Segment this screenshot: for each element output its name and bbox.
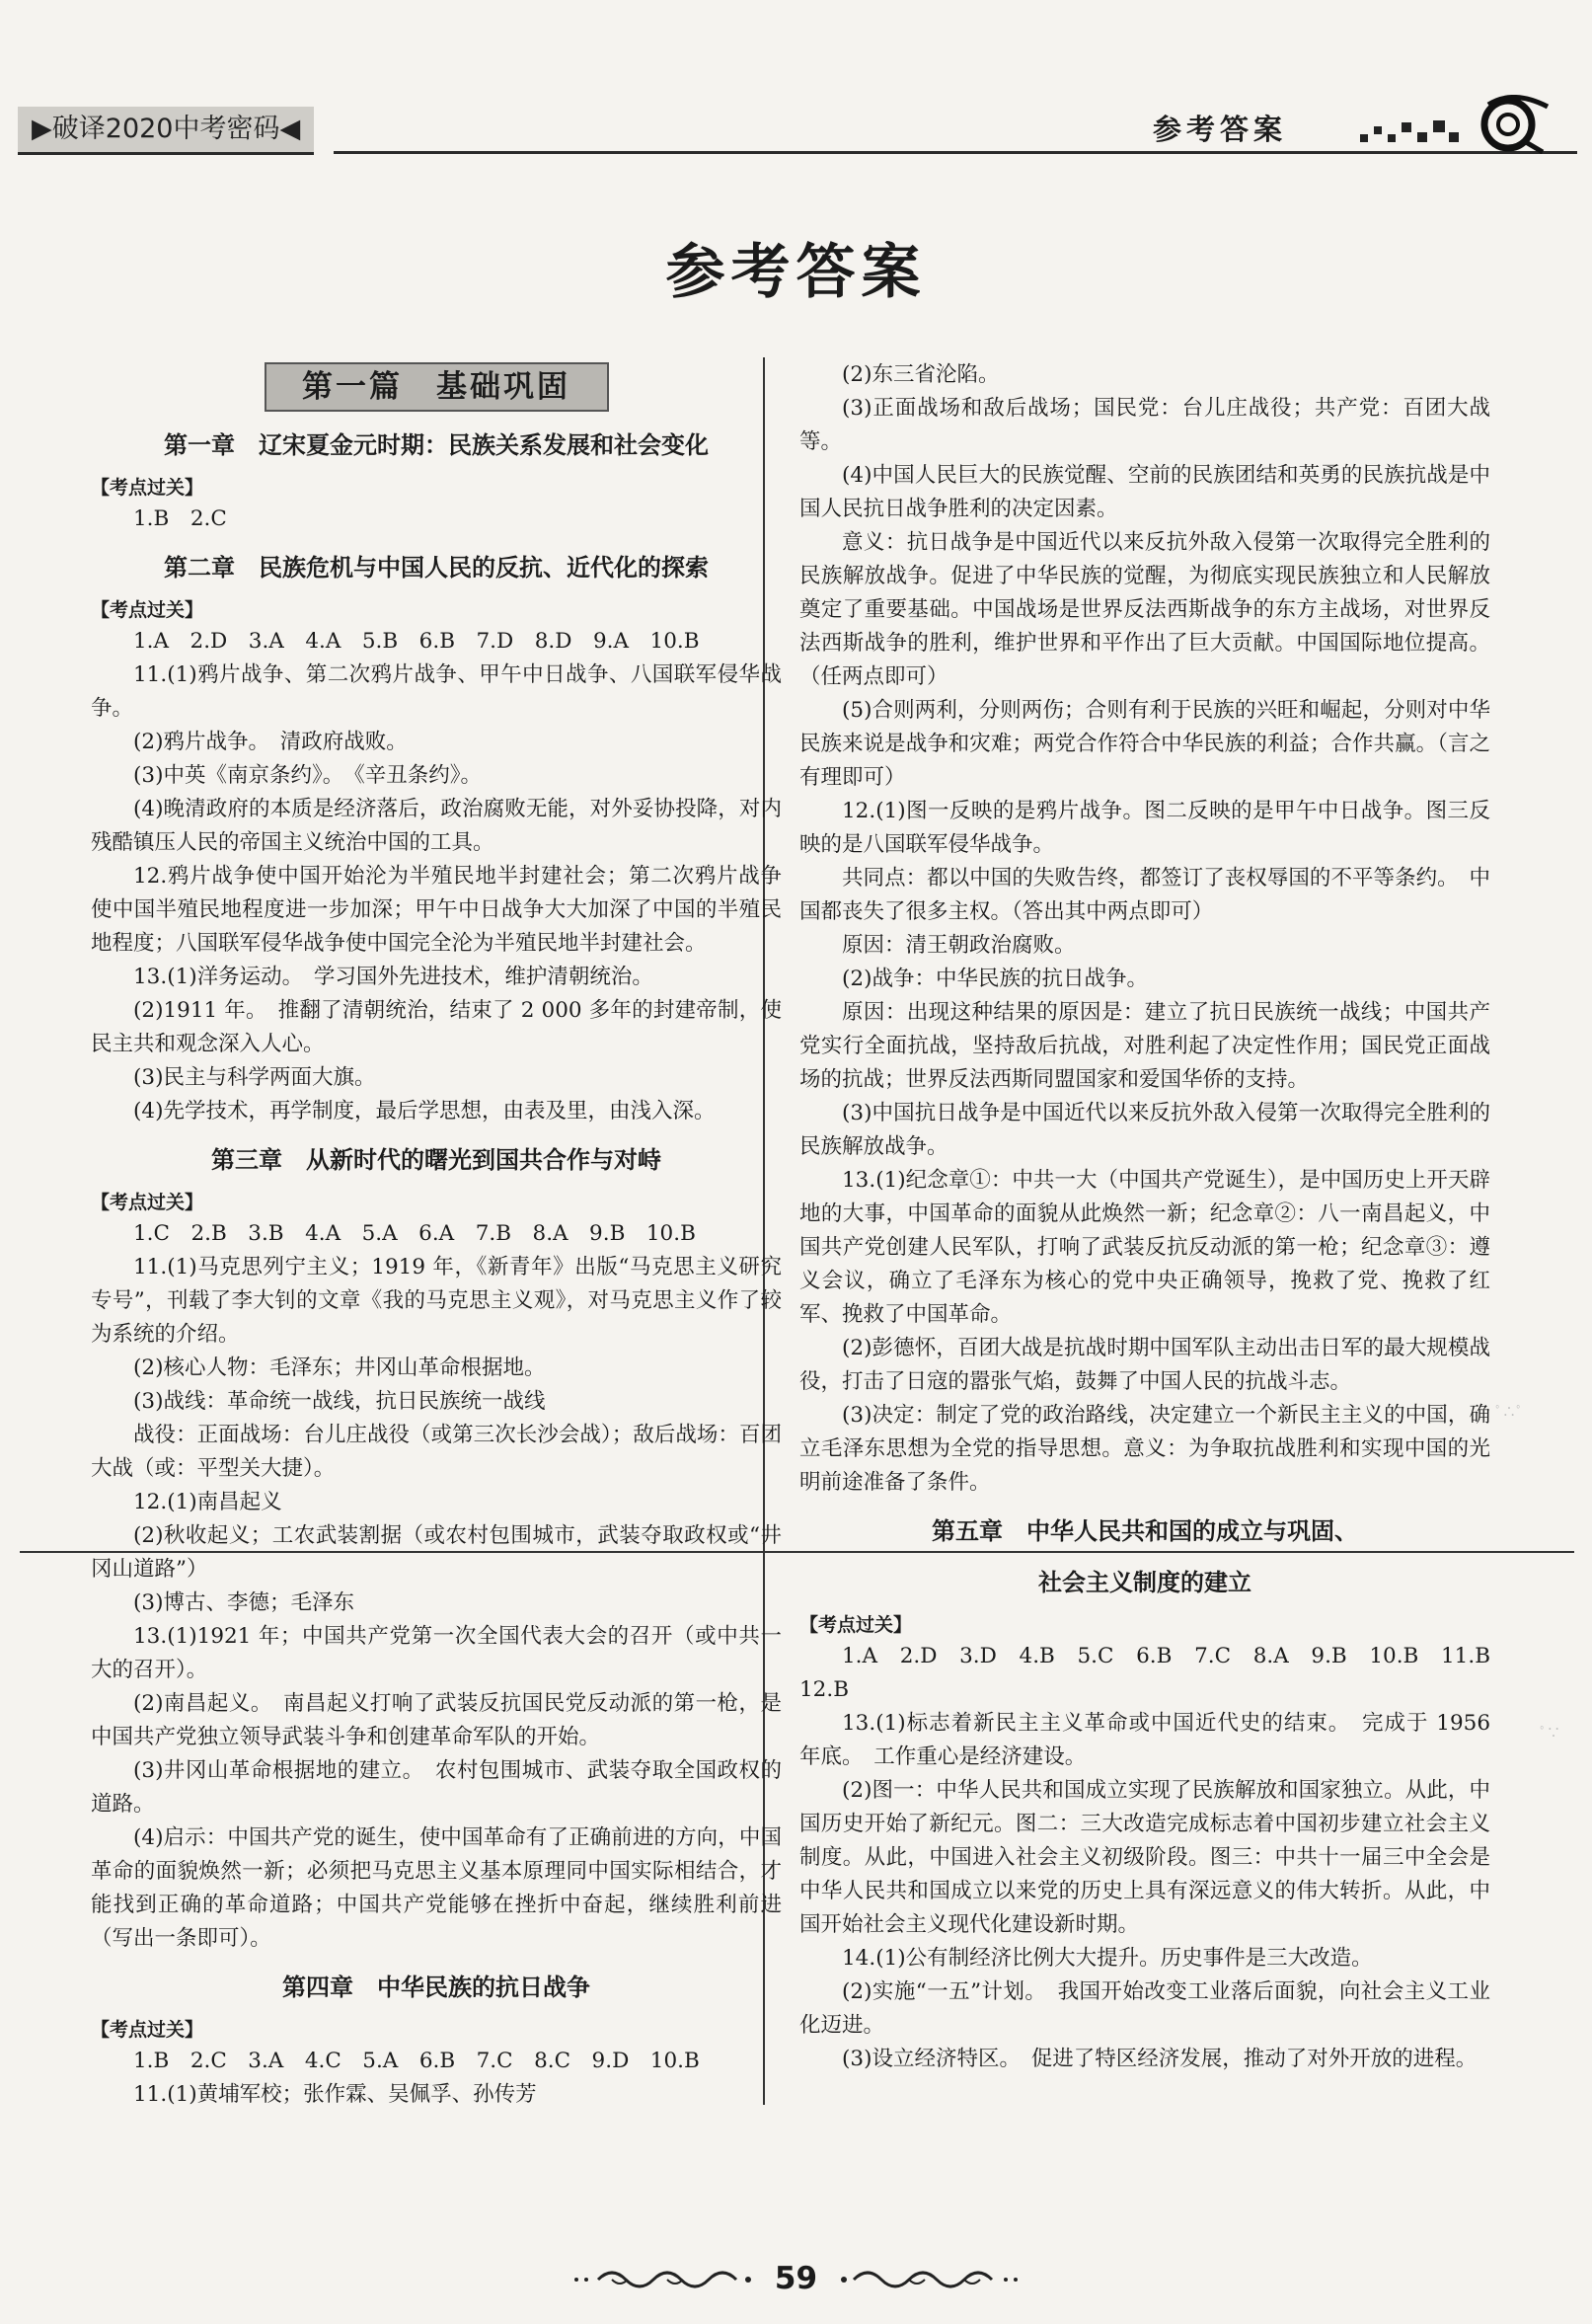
page-header — [18, 107, 1577, 156]
answer-paragraph: (4)晚清政府的本质是经济落后，政治腐败无能，对外妥协投降，对内残酷镇压人民的帝国主义统治中国的工具。 — [91, 797, 782, 855]
answer-paragraph: (2)战争：中华民族的抗日战争。 — [842, 967, 1148, 991]
part-heading: 第一篇 基础巩固 — [265, 362, 609, 412]
scroll-ornament-left-icon — [569, 2264, 756, 2293]
chapter-heading: 社会主义制度的建立 — [1038, 1568, 1251, 1596]
left-column — [91, 358, 782, 2112]
page-footer — [0, 2261, 1592, 2296]
section-tag: 【考点过关】 — [91, 1192, 204, 1213]
section-tag: 【考点过关】 — [799, 1614, 913, 1636]
answer-paragraph: 12.(1)图一反映的是鸦片战争。图二反映的是甲午中日战争。图三反映的是八国联军侵华战争。 — [799, 799, 1490, 857]
answer-paragraph: (2)实施“一五”计划。 我国开始改变工业落后面貌，向社会主义工业化迈进。 — [799, 1979, 1490, 2038]
answer-paragraph: 意义：抗日战争是中国近代以来反抗外敌入侵第一次取得完全胜利的民族解放战争。促进了中华民族的觉醒，为彻底实现民族独立和人民解放奠定了重要基础。中国战场是世界反法西斯战争的东方主战场，对世界反法西斯战争的胜利，维护世界和平作出了巨大贡献。中国国际地位提高。（任两点即可） — [799, 530, 1490, 689]
chapter-heading: 第四章 中华民族的抗日战争 — [282, 1973, 590, 2001]
answer-paragraph: 1.A 2.D 3.D 4.B 5.C 6.B 7.C 8.A 9.B 10.B 11.B 12.B — [799, 1644, 1512, 1702]
section-tag: 【考点过关】 — [91, 477, 204, 499]
answer-paragraph: (3)民主与科学两面大旗。 — [133, 1065, 376, 1090]
section-tag: 【考点过关】 — [91, 599, 204, 621]
main-title: 参考答案 — [665, 238, 927, 307]
answer-paragraph: (3)决定：制定了党的政治路线，决定建立一个新民主主义的中国，确立毛泽东思想为全党的指导思想。意义：为争取抗战胜利和实现中国的光明前途准备了条件。 — [799, 1403, 1490, 1495]
section-label: 参考答案 — [1153, 113, 1288, 146]
answer-paragraph: (2)东三省沦陷。 — [842, 362, 1000, 387]
answer-paragraph: (3)正面战场和敌后战场；国民党：台儿庄战役；共产党：百团大战等。 — [799, 396, 1490, 454]
answer-paragraph: (4)中国人民巨大的民族觉醒、空前的民族团结和英勇的民族抗战是中国人民抗日战争胜利的决定因素。 — [799, 463, 1490, 521]
section-tag: 【考点过关】 — [91, 2019, 204, 2041]
answer-paragraph: (2)核心人物：毛泽东；井冈山革命根据地。 — [133, 1356, 546, 1380]
right-column — [799, 358, 1512, 2076]
chapter-heading: 第五章 中华人民共和国的成立与巩固、 — [932, 1516, 1358, 1545]
scroll-ornament-right-icon — [836, 2264, 1023, 2293]
answer-paragraph: (5)合则两利，分则两伤；合则有利于民族的兴旺和崛起，分则对中华民族来说是战争和灾难；两党合作符合中华民族的利益；合作共赢。（言之有理即可） — [799, 698, 1490, 790]
answer-paragraph: (2)图一：中华人民共和国成立实现了民族解放和国家独立。从此，中国历史开始了新纪元。图二：三大改造完成标志着中国初步建立社会主义制度。从此，中国进入社会主义初级阶段。图三：中共十一届三中全会是中华人民共和国成立以来党的历史上具有深远意义的伟大转折。从此，中国开始社会主义现代化建设新时期。 — [799, 1778, 1490, 1937]
answer-paragraph: (2)秋收起义；工农武装割据（或农村包围城市，武装夺取政权或“井冈山道路”） — [91, 1523, 782, 1582]
answer-paragraph: (3)中英《南京条约》。 《辛丑条约》。 — [133, 763, 482, 788]
answer-paragraph: (3)博古、李德；毛泽东 — [133, 1590, 354, 1615]
answer-paragraph: (4)启示：中国共产党的诞生，使中国革命有了正确前进的方向，中国革命的面貌焕然一新；必须把马克思主义基本原理同中国实际相结合，才能找到正确的革命道路；中国共产党能够在挫折中奋起，继续胜利前进（写出一条即可）。 — [91, 1825, 782, 1951]
answer-paragraph: 1.B 2.C 3.A 4.C 5.A 6.B 7.C 8.C 9.D 10.B — [133, 2049, 700, 2073]
answer-paragraph: 原因：清王朝政治腐败。 — [842, 933, 1076, 958]
answer-paragraph: (4)先学技术，再学制度，最后学思想，由表及里，由浅入深。 — [133, 1099, 716, 1123]
answer-paragraph: 11.(1)鸦片战争、第二次鸦片战争、甲午中日战争、八国联军侵华战争。 — [91, 662, 782, 721]
ornament-icon — [1340, 95, 1577, 154]
answer-paragraph: 13.(1)1921 年；中国共产党第一次全国代表大会的召开（或中共一大的召开）。 — [91, 1624, 782, 1682]
answer-paragraph: (2)鸦片战争。 清政府战败。 — [133, 730, 408, 754]
answer-paragraph: (2)彭德怀，百团大战是抗战时期中国军队主动出击日军的最大规模战役，打击了日寇的嚣张气焰，鼓舞了中国人民的抗战斗志。 — [799, 1336, 1490, 1394]
answer-paragraph: 13.(1)纪念章①：中共一大（中国共产党诞生），是中国历史上开天辟地的大事，中国革命的面貌从此焕然一新；纪念章②：八一南昌起义，中国共产党创建人民军队，打响了武装反抗反动派的第一枪；纪念章③：遵义会议，确立了毛泽东为核心的党中央正确领导，挽救了党、挽救了红军、挽救了中国革命。 — [799, 1168, 1490, 1327]
answer-paragraph: 11.(1)马克思列宁主义；1919 年，《新青年》出版“马克思主义研究专号”，刊载了李大钊的文章《我的马克思主义观》，对马克思主义作了较为系统的介绍。 — [91, 1255, 782, 1347]
page-number: 59 — [774, 2261, 818, 2296]
chapter-heading: 第三章 从新时代的曙光到国共合作与对峙 — [211, 1145, 661, 1174]
answer-paragraph: 14.(1)公有制经济比例大大提升。历史事件是三大改造。 — [842, 1946, 1373, 1971]
answer-paragraph: 共同点：都以中国的失败告终，都签订了丧权辱国的不平等条约。 中国都丧失了很多主权。（答出其中两点即可） — [799, 866, 1490, 924]
answer-paragraph: (2)南昌起义。 南昌起义打响了武装反抗国民党反动派的第一枪，是中国共产党独立领导武装斗争和创建革命军队的开始。 — [91, 1691, 782, 1749]
answer-paragraph: (3)中国抗日战争是中国近代以来反抗外敌入侵第一次取得完全胜利的民族解放战争。 — [799, 1101, 1490, 1159]
answer-paragraph: 13.(1)洋务运动。 学习国外先进技术，维护清朝统治。 — [133, 965, 653, 989]
answer-paragraph: 1.A 2.D 3.A 4.A 5.B 6.B 7.D 8.D 9.A 10.B — [133, 629, 700, 654]
answer-paragraph: 战役：正面战场：台儿庄战役（或第三次长沙会战）；敌后战场：百团大战（或：平型关大捷）。 — [91, 1423, 782, 1481]
answer-paragraph: 12.鸦片战争使中国开始沦为半殖民地半封建社会；第二次鸦片战争使中国半殖民地程度进一步加深；甲午中日战争大大加深了中国的半殖民地程度；八国联军侵华战争使中国完全沦为半殖民地半封建社会。 — [91, 864, 782, 956]
answer-paragraph: 原因：出现这种结果的原因是：建立了抗日民族统一战线；中国共产党实行全面抗战，坚持敌后抗战，对胜利起了决定性作用；国民党正面战场的抗战；世界反法西斯同盟国家和爱国华侨的支持。 — [799, 1000, 1490, 1092]
chapter-heading: 第二章 民族危机与中国人民的反抗、近代化的探索 — [164, 553, 709, 581]
answer-paragraph: 12.(1)南昌起义 — [133, 1490, 282, 1514]
answer-paragraph: (3)战线：革命统一战线，抗日民族统一战线 — [133, 1389, 546, 1414]
answer-paragraph: 1.C 2.B 3.B 4.A 5.A 6.A 7.B 8.A 9.B 10.B — [133, 1221, 696, 1246]
answer-paragraph: 11.(1)黄埔军校；张作霖、吴佩孚、孙传芳 — [133, 2082, 537, 2107]
answer-paragraph: 13.(1)标志着新民主主义革命或中国近代史的结束。 完成于 1956 年底。 工作重心是经济建设。 — [799, 1711, 1490, 1769]
answer-paragraph: (3)设立经济特区。 促进了特区经济发展，推动了对外开放的进程。 — [842, 2047, 1478, 2071]
series-title: ▶破译2020中考密码◀ — [18, 107, 314, 155]
answer-paragraph: 1.B 2.C — [133, 506, 227, 531]
answer-paragraph: (3)井冈山革命根据地的建立。 农村包围城市、武装夺取全国政权的道路。 — [91, 1758, 782, 1817]
chapter-heading: 第一章 辽宋夏金元时期：民族关系发展和社会变化 — [164, 430, 709, 459]
answer-paragraph: (2)1911 年。 推翻了清朝统治，结束了 2 000 多年的封建帝制，使民主共和观念深入人心。 — [91, 998, 782, 1056]
